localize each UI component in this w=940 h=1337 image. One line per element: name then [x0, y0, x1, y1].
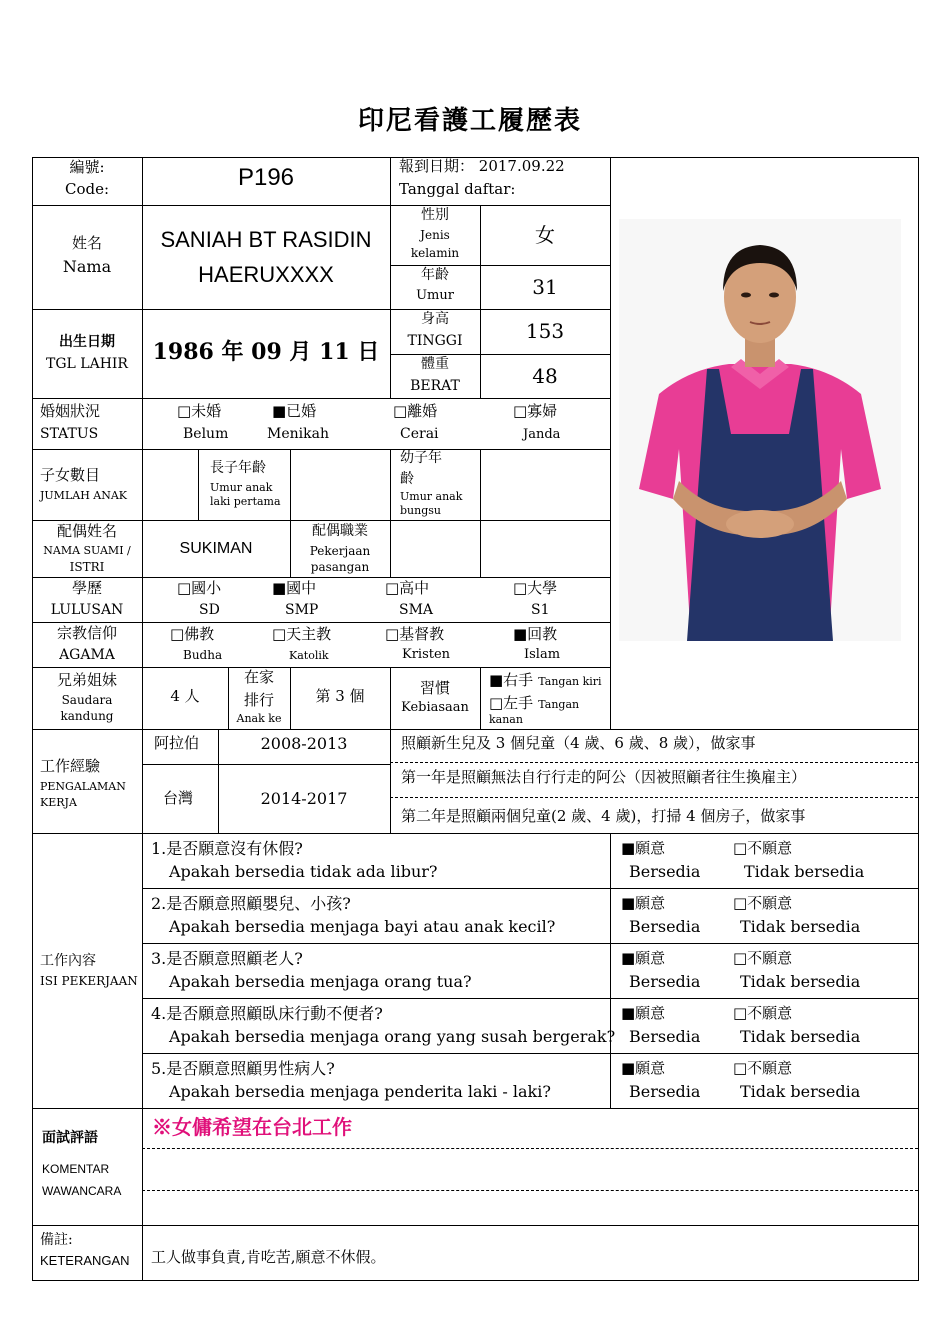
question-5-no-id: Tidak bersedia	[740, 1082, 861, 1101]
question-5-id: Apakah bersedia menjaga penderita laki - laki?	[169, 1082, 551, 1101]
question-3-zh: 3.是否願意照顧老人?	[151, 949, 303, 968]
habit-label-id: Kebiasaan	[401, 700, 469, 715]
experience-desc-2a: 第一年是照顧無法自行行走的阿公（因被照顧者往生換雇主）	[401, 768, 807, 786]
habit-right-hand[interactable]	[489, 671, 602, 689]
work-label-zh: 工作內容	[40, 953, 96, 969]
siblings-label-id2: kandung	[60, 709, 114, 723]
status-option-widow-id: Janda	[523, 427, 561, 442]
experience-label-id1: PENGALAMAN	[40, 780, 126, 793]
question-4-no[interactable]: □不願意	[733, 1004, 793, 1022]
status-option-widow[interactable]: □寡婦	[513, 402, 558, 420]
experience-desc-2b: 第二年是照顧兩個兒童(2 歲、4 歲)，打掃 4 個房子，做家事	[401, 807, 806, 825]
question-1-no-id: Tidak bersedia	[744, 862, 865, 881]
question-5-yes[interactable]: ■願意	[621, 1059, 666, 1077]
birth-value: 1986 年 09 月 11 日	[152, 339, 380, 365]
habit-left-hand-id2: kanan	[489, 713, 523, 726]
habit-left-hand-label: □左手	[489, 694, 534, 712]
religion-option-kristen[interactable]: □基督教	[385, 625, 445, 643]
education-label-id: LULUSAN	[50, 602, 124, 618]
report-date-label-id: Tanggal daftar:	[399, 180, 516, 198]
interview-label-id1: KOMENTAR	[42, 1162, 110, 1176]
question-2-yes[interactable]: ■願意	[621, 894, 666, 912]
education-option-s1[interactable]: □大學	[513, 579, 558, 597]
education-label-zh: 學歷	[71, 579, 102, 597]
question-2-no[interactable]: □不願意	[733, 894, 793, 912]
interview-comment: ※女傭希望在台北工作	[152, 1115, 352, 1139]
height-label-zh: 身高	[421, 311, 449, 327]
birth-label-zh: 出生日期	[59, 334, 115, 350]
spouse-job-label-zh: 配偶職業	[312, 523, 368, 539]
report-date	[399, 158, 565, 175]
question-3-id: Apakah bersedia menjaga orang tua?	[169, 972, 472, 991]
education-option-sd-id: SD	[199, 602, 220, 618]
status-option-unmarried[interactable]: □未婚	[177, 402, 222, 420]
religion-option-katolik[interactable]: □天主教	[272, 625, 332, 643]
weight-label-zh: 體重	[421, 356, 449, 372]
experience-label-zh: 工作經驗	[40, 757, 101, 775]
question-4-yes-id: Bersedia	[629, 1027, 701, 1046]
remarks-label-zh: 備註:	[40, 1232, 73, 1248]
gender-value: 女	[535, 223, 555, 247]
age-label-id: Umur	[416, 288, 454, 303]
education-option-sd[interactable]: □國小	[177, 579, 222, 597]
question-3-yes[interactable]: ■願意	[621, 949, 666, 967]
sibling-order-label-id: Anak ke	[236, 712, 282, 725]
habit-left-hand-id1: Tangan	[538, 698, 580, 711]
education-option-smp[interactable]: ■國中	[272, 579, 317, 597]
spouse-label-id2: ISTRI	[69, 560, 105, 574]
report-date-value: 2017.09.22	[478, 157, 565, 175]
status-option-divorced-id: Cerai	[400, 426, 439, 442]
status-option-married-id: Menikah	[267, 426, 329, 442]
religion-option-katolik-id: Katolik	[289, 649, 329, 662]
interview-label-zh: 面試評語	[42, 1130, 98, 1146]
habit-label-zh: 習慣	[419, 679, 450, 697]
youngest-age-label-zh2: 齡	[400, 471, 414, 487]
report-date-label: 報到日期：	[399, 157, 475, 175]
question-3-yes-id: Bersedia	[629, 972, 701, 991]
experience-label-id2: KERJA	[40, 796, 77, 809]
question-3-no-id: Tidak bersedia	[740, 972, 861, 991]
question-1-yes-id: Bersedia	[629, 862, 701, 881]
siblings-label-id1: Saudara	[61, 693, 113, 707]
page-title: 印尼看護工履歷表	[357, 106, 582, 136]
question-3-no[interactable]: □不願意	[733, 949, 793, 967]
youngest-age-label-id1: Umur anak	[400, 490, 463, 503]
question-4-zh: 4.是否願意照顧臥床行動不便者?	[151, 1004, 383, 1023]
eldest-age-label-id2: laki pertama	[210, 495, 281, 508]
work-label-id: ISI PEKERJAAN	[40, 974, 138, 988]
status-option-married[interactable]: ■已婚	[272, 402, 317, 420]
spouse-label-id1: NAMA SUAMI /	[43, 544, 131, 557]
religion-option-budha-id: Budha	[183, 648, 223, 662]
education-option-sma-id: SMA	[399, 602, 434, 618]
weight-value: 48	[532, 364, 558, 388]
habit-right-hand-label: ■右手	[489, 671, 534, 689]
applicant-photo	[619, 219, 901, 641]
birth-label-id: TGL LAHIR	[46, 356, 128, 372]
question-2-zh: 2.是否願意照顧嬰兒、小孩?	[151, 894, 351, 913]
question-4-id: Apakah bersedia menjaga orang yang susah bergerak?	[169, 1027, 616, 1046]
experience-desc-1: 照顧新生兒及 3 個兒童（4 歲、6 歲、8 歲），做家事	[401, 734, 756, 752]
name-value-line2: HAERUXXXX	[198, 262, 334, 287]
spouse-name-value: SUKIMAN	[179, 540, 253, 557]
name-label-zh: 姓名	[71, 234, 102, 252]
spouse-job-label-id1: Pekerjaan	[309, 544, 371, 558]
youngest-age-label-zh1: 幼子年	[400, 450, 442, 466]
gender-label-zh: 性別	[421, 207, 449, 223]
religion-option-kristen-id: Kristen	[402, 647, 451, 662]
children-label-zh: 子女數目	[40, 466, 101, 484]
code-label-id: Code:	[64, 180, 110, 198]
experience-years-2: 2014-2017	[260, 789, 348, 808]
experience-country-2: 台灣	[163, 789, 194, 807]
spouse-job-label-id2: pasangan	[310, 560, 370, 574]
sibling-order-label-zh2: 排行	[243, 691, 274, 709]
youngest-age-label-id2: bungsu	[400, 504, 441, 517]
remarks-label-id: KETERANGAN	[40, 1253, 130, 1268]
name-label-id: Nama	[62, 257, 112, 276]
status-label-zh: 婚姻狀況	[40, 402, 101, 420]
code-label-zh: 編號:	[69, 158, 105, 176]
age-value: 31	[532, 275, 558, 299]
gender-label-id1: Jenis	[420, 228, 450, 242]
question-5-yes-id: Bersedia	[629, 1082, 701, 1101]
status-option-divorced[interactable]: □離婚	[393, 402, 438, 420]
siblings-count: 4 人	[170, 687, 200, 705]
name-value-line1: SANIAH BT RASIDIN	[160, 227, 372, 252]
question-2-no-id: Tidak bersedia	[740, 917, 861, 936]
religion-option-islam[interactable]: ■回教	[513, 625, 558, 643]
religion-label-zh: 宗教信仰	[56, 624, 117, 642]
education-option-smp-id: SMP	[285, 602, 319, 618]
height-value: 153	[525, 319, 565, 343]
question-2-id: Apakah bersedia menjaga bayi atau anak kecil?	[169, 917, 556, 936]
siblings-label-zh: 兄弟姐妹	[56, 671, 117, 689]
education-option-sma[interactable]: □高中	[385, 579, 430, 597]
religion-option-islam-id: Islam	[524, 647, 561, 662]
religion-label-id: AGAMA	[59, 647, 115, 663]
question-4-no-id: Tidak bersedia	[740, 1027, 861, 1046]
children-label-id: JUMLAH ANAK	[40, 489, 128, 502]
eldest-age-label-id1: Umur anak	[210, 481, 273, 494]
status-option-unmarried-id: Belum	[183, 426, 229, 442]
religion-option-budha[interactable]: □佛教	[170, 625, 215, 643]
sibling-order-value: 第 3 個	[315, 687, 365, 705]
interview-label-id2: WAWANCARA	[42, 1184, 122, 1198]
weight-label-id: BERAT	[410, 378, 460, 394]
question-1-id: Apakah bersedia tidak ada libur?	[169, 862, 438, 881]
remarks-value: 工人做事負責,肯吃苦,願意不休假。	[151, 1248, 386, 1266]
spouse-label-zh: 配偶姓名	[56, 522, 117, 540]
question-1-yes[interactable]: ■願意	[621, 839, 666, 857]
habit-right-hand-id: Tangan kiri	[538, 675, 602, 688]
code-value: P196	[237, 164, 295, 191]
height-label-id: TINGGI	[407, 333, 463, 349]
question-2-yes-id: Bersedia	[629, 917, 701, 936]
eldest-age-label-zh: 長子年齡	[210, 460, 266, 476]
gender-label-id2: kelamin	[410, 246, 460, 260]
question-1-zh: 1.是否願意沒有休假?	[151, 839, 303, 858]
question-1-no[interactable]: □不願意	[733, 839, 793, 857]
habit-left-hand[interactable]	[489, 694, 579, 712]
education-option-s1-id: S1	[531, 602, 550, 618]
experience-years-1: 2008-2013	[260, 734, 348, 753]
question-5-no[interactable]: □不願意	[733, 1059, 793, 1077]
question-4-yes[interactable]: ■願意	[621, 1004, 666, 1022]
experience-country-1: 阿拉伯	[154, 734, 200, 752]
age-label-zh: 年齡	[421, 267, 449, 283]
question-5-zh: 5.是否願意照顧男性病人?	[151, 1059, 335, 1078]
status-label-id: STATUS	[40, 426, 99, 442]
sibling-order-label-zh1: 在家	[243, 668, 274, 686]
